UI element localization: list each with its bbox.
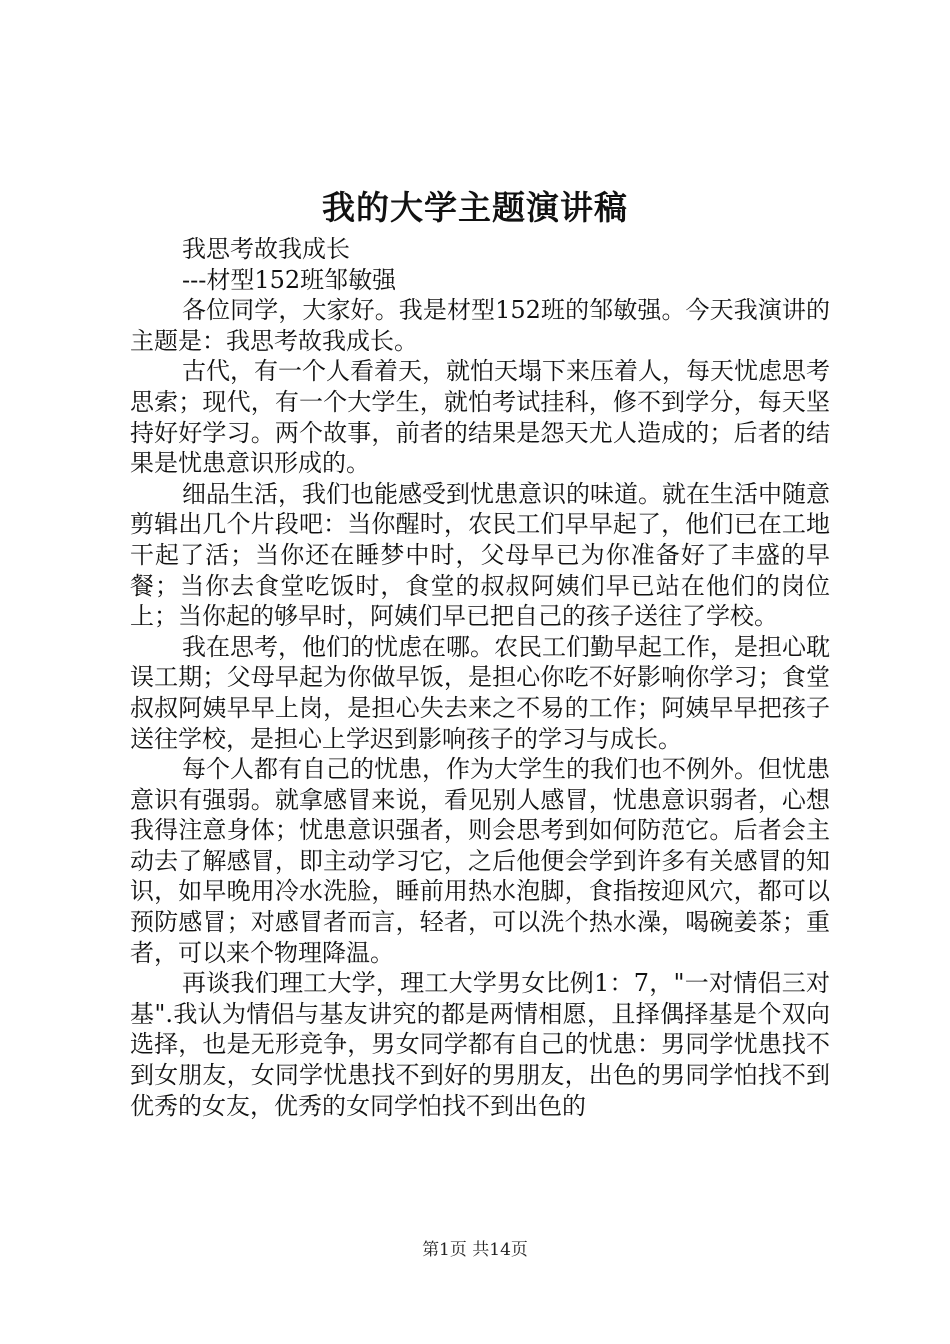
paragraph-1: 各位同学，大家好。我是材型152班的邹敏强。今天我演讲的主题是：我思考故我成长。 <box>130 296 830 355</box>
author-line: ---材型152班邹敏强 <box>182 265 397 294</box>
document-title: 我的大学主题演讲稿 <box>322 188 628 227</box>
paragraph-5: 每个人都有自己的忧患，作为大学生的我们也不例外。但忧患意识有强弱。就拿感冒来说，看见别人感冒，忧患意识弱者，心想我得注意身体；忧患意识强者，则会思考到如何防范它。后者会主动去了解感冒，即主动学习它，之后他便会学到许多有关感冒的知识，如早晚用冷水洗脸，睡前用热水泡脚，食指按迎风穴，都可以预防感冒；对感冒者而言，轻者，可以洗个热水澡，喝碗姜茶；重者，可以来个物理降温。 <box>130 755 830 967</box>
speech-subtitle: 我思考故我成长 <box>182 235 350 263</box>
paragraph-2: 古代，有一个人看着天，就怕天塌下来压着人，每天忧虑思考思索；现代，有一个大学生，就怕考试挂科，修不到学分，每天坚持好好学习。两个故事，前者的结果是怨天尤人造成的；后者的结果是忧患意识形成的。 <box>130 357 830 478</box>
paragraph-3: 细品生活，我们也能感受到忧患意识的味道。就在生活中随意剪辑出几个片段吧：当你醒时，农民工们早早起了，他们已在工地干起了活；当你还在睡梦中时，父母早已为你准备好了丰盛的早餐；当你去食堂吃饭时，食堂的叔叔阿姨们早已站在他们的岗位上；当你起的够早时，阿姨们早已把自己的孩子送往了学校。 <box>130 479 830 631</box>
document-body <box>130 234 830 1121</box>
paragraph-6: 再谈我们理工大学，理工大学男女比例1：7，"一对情侣三对基".我认为情侣与基友讲究的都是两情相愿，且择偶择基是个双向选择，也是无形竞争，男女同学都有自己的忧患：男同学忧患找不到女朋友，女同学忧患找不到好的男朋友，出色的男同学怕找不到优秀的女友，优秀的女同学怕找不到出色的 <box>130 969 830 1120</box>
paragraph-4: 我在思考，他们的忧虑在哪。农民工们勤早起工作，是担心耽误工期；父母早起为你做早饭，是担心你吃不好影响你学习；食堂叔叔阿姨早早上岗，是担心失去来之不易的工作；阿姨早早把孩子送往学校，是担心上学迟到影响孩子的学习与成长。 <box>130 632 830 753</box>
page-footer: 第1页 共14页 <box>422 1240 528 1260</box>
